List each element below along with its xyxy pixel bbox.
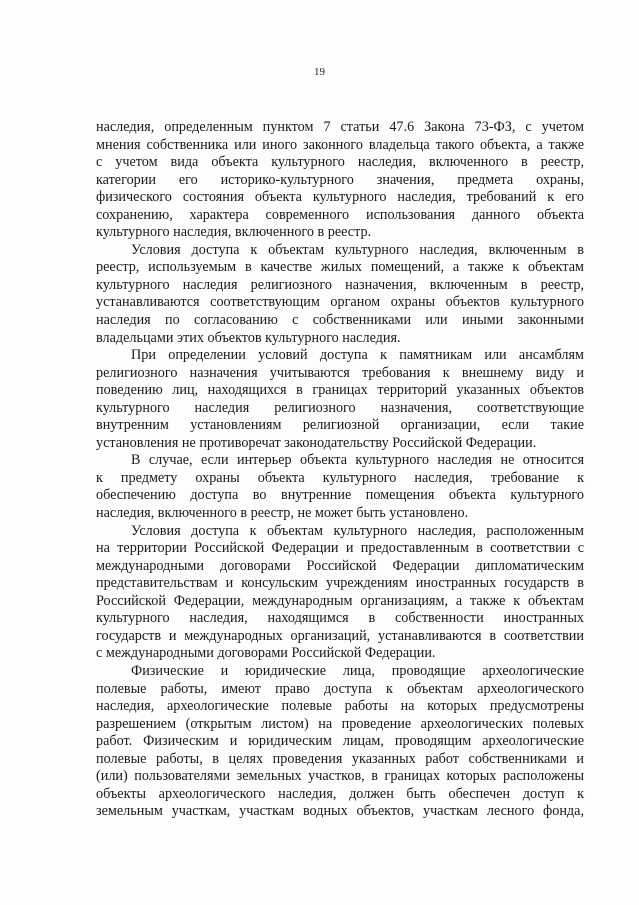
text-line: на территории Российской Федерации и предоставленным в соответствии с: [96, 540, 584, 557]
text-line: культурного наследия, включенного в реестр.: [96, 224, 372, 241]
text-line: устанавливаются соответствующим органом охраны объектов культурного: [96, 294, 584, 311]
body-text: [96, 119, 584, 821]
text-line: наследия, определенным пунктом 7 статьи 47.6 Закона 73-ФЗ, с учетом: [96, 119, 584, 135]
text-line: сохранению, характера современного использования данного объекта: [96, 206, 584, 223]
text-line: наследия по согласованию с собственниками или иными законными: [96, 312, 584, 329]
text-line: религиозного назначения учитываются требования к внешнему виду и: [96, 364, 584, 381]
text-line: поведению лиц, находящихся в границах территорий указанных объектов: [96, 382, 584, 399]
text-line: мнения собственника или иного законного владельца такого объекта, а также: [96, 136, 584, 153]
text-line: полевые работы, имеют право доступа к объектам археологического: [96, 680, 584, 697]
text-line: разрешением (открытым листом) на проведение археологических полевых: [96, 715, 584, 732]
text-line: культурного наследия религиозного назначения, включенным в реестр,: [96, 276, 584, 293]
text-line: Условия доступа к объектам культурного наследия, включенным в: [131, 241, 584, 258]
text-line: Российской Федерации, международным организациям, а также к объектам: [96, 592, 584, 609]
text-line: культурного наследия, находящимся в собственности иностранных: [96, 610, 584, 627]
text-line: владельцами этих объектов культурного наследия.: [96, 329, 401, 346]
text-line: Физические и юридические лица, проводящие археологические: [131, 662, 584, 679]
text-line: работ. Физическим и юридическим лицам, проводящим археологические: [96, 733, 584, 750]
text-line: с международными договорами Российской Федерации.: [96, 645, 436, 662]
text-line: наследия, включенного в реестр, не может быть установлено.: [96, 505, 469, 522]
text-line: обеспечению доступа во внутренние помещения объекта культурного: [96, 487, 584, 504]
text-line: представительствам и консульским учреждениям иностранных государств в: [96, 575, 584, 592]
text-line: категории его историко-культурного значения, предмета охраны,: [96, 171, 584, 188]
text-line: Условия доступа к объектам культурного наследия, расположенным: [131, 522, 584, 539]
text-line: установления не противоречат законодательству Российской Федерации.: [96, 434, 537, 451]
text-line: внутренним установлениям религиозной организации, если такие: [96, 417, 584, 434]
text-line: к предмету охраны объекта культурного наследия, требование к: [96, 469, 584, 486]
page-number: 19: [314, 66, 325, 78]
text-line: объекты археологического наследия, должен быть обеспечен доступ к: [96, 785, 584, 802]
text-line: наследия, археологические полевые работы на которых предусмотрены: [96, 698, 584, 715]
text-line: с учетом вида объекта культурного наследия, включенного в реестр,: [96, 154, 584, 171]
text-line: международными договорами Российской Федерации дипломатическим: [96, 557, 584, 574]
text-line: земельным участкам, участкам водных объектов, участкам лесного фонда,: [96, 803, 584, 820]
text-line: В случае, если интерьер объекта культурного наследия не относится: [131, 452, 584, 469]
text-line: государств и международных организаций, устанавливаются в соответствии: [96, 627, 584, 644]
text-line: культурного наследия религиозного назначения, соответствующие: [96, 399, 584, 416]
text-line: (или) пользователями земельных участков, в границах которых расположены: [96, 768, 584, 785]
text-line: полевые работы, в целях проведения указанных работ собственниками и: [96, 750, 584, 767]
text-line: реестр, используемым в качестве жилых помещений, а также к объектам: [96, 259, 584, 276]
text-line: физического состояния объекта культурного наследия, требований к его: [96, 189, 584, 206]
text-line: При определении условий доступа к памятникам или ансамблям: [131, 347, 584, 364]
